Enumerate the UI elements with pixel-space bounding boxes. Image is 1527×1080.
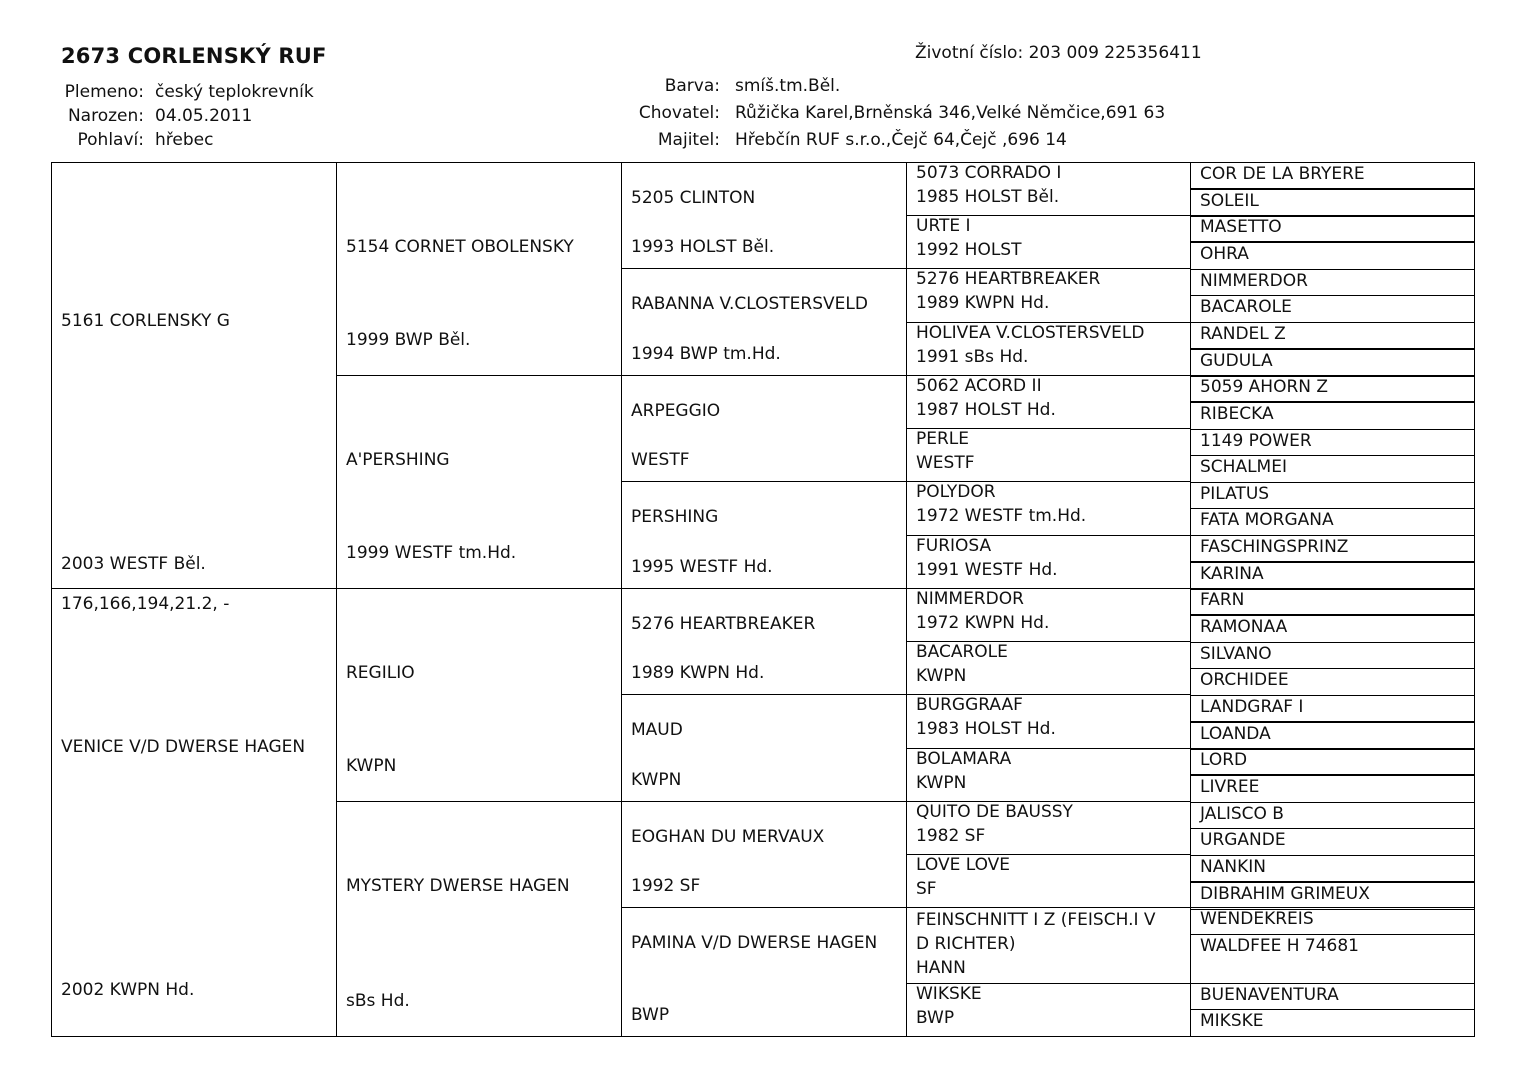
gen5-cell: [1190, 802, 1475, 829]
gen5-cell: [1190, 402, 1475, 430]
gen5-name: LIVREE: [1200, 777, 1260, 797]
gen4-name: NIMMERDOR: [916, 589, 1024, 609]
gen2-details: 1999 WESTF tm.Hd.: [346, 543, 517, 563]
gen5-name: DIBRAHIM GRIMEUX: [1200, 884, 1370, 904]
gen5-name: NANKIN: [1200, 857, 1266, 877]
gen4-cell: [906, 481, 1191, 536]
gen5-name: KARINA: [1200, 564, 1264, 584]
gen5-cell: [1190, 429, 1475, 456]
life-number-label: Životní číslo:: [915, 43, 1024, 63]
gen5-name: FATA MORGANA: [1200, 510, 1334, 530]
horse-info-right: [580, 73, 1165, 154]
gen4-details: HANN: [916, 958, 966, 978]
gen4-name: URTE I: [916, 216, 971, 236]
gen4-name: BACAROLE: [916, 642, 1008, 662]
gen5-cell: [1190, 562, 1475, 590]
gen2-cell: [336, 801, 622, 1037]
info-row-breeder: [580, 100, 1165, 127]
pedigree-table: [51, 162, 1475, 1037]
gen3-cell: [621, 694, 907, 802]
gen4-cell: [906, 162, 1191, 216]
gen4-details: 1991 sBs Hd.: [916, 347, 1029, 367]
gen3-details: KWPN: [631, 770, 682, 790]
gen3-name: 5205 CLINTON: [631, 188, 756, 208]
gen5-name: WALDFEE H 74681: [1200, 936, 1360, 956]
gen5-name: ORCHIDEE: [1200, 670, 1289, 690]
gen2-name: REGILIO: [346, 663, 415, 683]
gen5-cell: [1190, 322, 1475, 349]
info-label: Narozen:: [67, 106, 144, 126]
gen5-name: NIMMERDOR: [1200, 271, 1308, 291]
gen4-name: BURGGRAAF: [916, 695, 1023, 715]
gen5-cell: [1190, 508, 1475, 536]
gen4-details: SF: [916, 879, 937, 899]
gen4-cell: [906, 801, 1191, 855]
gen5-cell: [1190, 695, 1475, 722]
gen5-name: LANDGRAF I: [1200, 697, 1304, 717]
gen5-name: RANDEL Z: [1200, 324, 1286, 344]
gen5-name: MASETTO: [1200, 217, 1282, 237]
gen5-name: URGANDE: [1200, 830, 1286, 850]
gen4-details: BWP: [916, 1008, 955, 1028]
gen2-name: A'PERSHING: [346, 450, 450, 470]
gen2-cell: [336, 375, 622, 589]
gen5-cell: [1190, 162, 1475, 189]
gen4-name: 5276 HEARTBREAKER: [916, 269, 1101, 289]
gen4-cell: [906, 375, 1191, 429]
horse-info-left: [60, 80, 314, 152]
gen5-cell: [1190, 907, 1475, 935]
gen5-name: SOLEIL: [1200, 191, 1259, 211]
gen3-cell: [621, 375, 907, 482]
gen3-details: 1989 KWPN Hd.: [631, 663, 765, 683]
gen4-details: 1992 HOLST: [916, 240, 1022, 260]
gen3-cell: [621, 907, 907, 1037]
info-row-sex: [60, 128, 314, 152]
info-label: Chovatel:: [638, 103, 720, 123]
dam-name: VENICE V/D DWERSE HAGEN: [61, 737, 306, 757]
gen5-name: JALISCO B: [1200, 804, 1284, 824]
info-value: český teplokrevník: [155, 82, 314, 102]
gen3-cell: [621, 801, 907, 908]
gen2-details: KWPN: [346, 756, 397, 776]
gen5-cell: [1190, 882, 1475, 910]
gen5-name: BACAROLE: [1200, 297, 1292, 317]
gen4-cell: [906, 854, 1191, 908]
info-value: Růžička Karel,Brněnská 346,Velké Němčice,691 63: [735, 103, 1166, 123]
gen4-details: 1989 KWPN Hd.: [916, 293, 1050, 313]
gen5-cell: [1190, 983, 1475, 1010]
gen5-name: MIKSKE: [1200, 1011, 1264, 1031]
gen4-details: 1991 WESTF Hd.: [916, 560, 1058, 580]
gen5-cell: [1190, 775, 1475, 803]
gen5-name: PILATUS: [1200, 484, 1270, 504]
gen5-name: 5059 AHORN Z: [1200, 377, 1329, 397]
sire-cell: [51, 162, 337, 589]
gen3-details: BWP: [631, 1005, 670, 1025]
gen3-cell: [621, 162, 907, 269]
gen5-cell: [1190, 242, 1475, 270]
gen5-name: FARN: [1200, 590, 1245, 610]
gen5-name: OHRA: [1200, 244, 1249, 264]
info-row-color: [580, 73, 1165, 100]
info-value: Hřebčín RUF s.r.o.,Čejč 64,Čejč ,696 14: [735, 130, 1067, 150]
info-value: smíš.tm.Běl.: [735, 76, 841, 96]
gen2-cell: [336, 162, 622, 376]
gen3-name: RABANNA V.CLOSTERSVELD: [631, 294, 868, 314]
gen4-cell: [906, 428, 1191, 482]
gen5-cell: [1190, 748, 1475, 775]
gen5-cell: [1190, 1009, 1475, 1037]
gen5-cell: [1190, 535, 1475, 562]
gen5-cell: [1190, 349, 1475, 377]
sire-name: 5161 CORLENSKY G: [61, 311, 230, 331]
gen5-cell: [1190, 615, 1475, 643]
gen3-name: ARPEGGIO: [631, 401, 721, 421]
gen5-cell: [1190, 269, 1475, 296]
gen5-name: RAMONAA: [1200, 617, 1288, 637]
gen5-cell: [1190, 855, 1475, 882]
gen3-details: WESTF: [631, 450, 690, 470]
gen4-details: 1972 KWPN Hd.: [916, 613, 1050, 633]
sire-details: 2003 WESTF Běl.: [61, 554, 206, 574]
gen5-cell: [1190, 722, 1475, 750]
gen2-name: MYSTERY DWERSE HAGEN: [346, 876, 570, 896]
gen5-name: LOANDA: [1200, 724, 1271, 744]
gen5-cell: [1190, 642, 1475, 669]
gen4-name: PERLE: [916, 429, 970, 449]
gen2-cell: [336, 588, 622, 802]
gen4-name: BOLAMARA: [916, 749, 1012, 769]
gen5-name: SILVANO: [1200, 644, 1272, 664]
info-row-born: [60, 104, 314, 128]
gen3-name: PAMINA V/D DWERSE HAGEN: [631, 933, 878, 953]
gen4-name: 5073 CORRADO I: [916, 163, 1062, 183]
gen4-cell: [906, 268, 1191, 323]
gen5-name: GUDULA: [1200, 351, 1273, 371]
gen4-name: POLYDOR: [916, 482, 996, 502]
gen5-name: 1149 POWER: [1200, 431, 1312, 451]
gen4-cell: [906, 694, 1191, 749]
gen4-details: 1987 HOLST Hd.: [916, 400, 1056, 420]
gen5-cell: [1190, 668, 1475, 696]
info-label: Barva:: [664, 76, 720, 96]
gen4-cell: [906, 641, 1191, 695]
gen5-cell: [1190, 588, 1475, 615]
info-row-breed: [60, 80, 314, 104]
gen4-details: WESTF: [916, 453, 975, 473]
gen4-cell: [906, 748, 1191, 802]
gen2-details: sBs Hd.: [346, 991, 410, 1011]
gen2-details: 1999 BWP Běl.: [346, 330, 471, 350]
gen4-name: WIKSKE: [916, 984, 982, 1004]
gen4-details: KWPN: [916, 773, 967, 793]
info-value: hřebec: [155, 130, 214, 150]
gen4-name: 5062 ACORD II: [916, 376, 1042, 396]
gen3-details: 1993 HOLST Běl.: [631, 237, 775, 257]
gen4-details: 1983 HOLST Hd.: [916, 719, 1056, 739]
gen3-details: 1995 WESTF Hd.: [631, 557, 773, 577]
gen4-details: 1982 SF: [916, 826, 986, 846]
gen2-name: 5154 CORNET OBOLENSKY: [346, 237, 574, 257]
gen4-name: FEINSCHNITT I Z (FEISCH.I V D RICHTER): [916, 910, 1156, 954]
dam-cell: [51, 588, 337, 1037]
gen5-cell: [1190, 455, 1475, 483]
gen5-cell: [1190, 295, 1475, 323]
gen4-cell: [906, 983, 1191, 1037]
life-number: [915, 43, 1202, 63]
gen5-cell: [1190, 828, 1475, 856]
dam-measurements: 176,166,194,21.2, -: [61, 594, 230, 614]
gen4-cell: [906, 907, 1191, 984]
gen3-name: 5276 HEARTBREAKER: [631, 614, 816, 634]
info-label: Majitel:: [657, 130, 720, 150]
gen3-cell: [621, 481, 907, 589]
gen5-cell: [1190, 215, 1475, 242]
gen5-cell: [1190, 375, 1475, 402]
gen5-cell: [1190, 189, 1475, 217]
gen5-name: RIBECKA: [1200, 404, 1274, 424]
gen3-details: 1994 BWP tm.Hd.: [631, 344, 781, 364]
info-label: Pohlaví:: [77, 130, 144, 150]
gen5-name: FASCHINGSPRINZ: [1200, 537, 1349, 557]
gen3-cell: [621, 588, 907, 695]
gen5-cell: [1190, 482, 1475, 509]
gen3-cell: [621, 268, 907, 376]
info-value: 04.05.2011: [155, 106, 253, 126]
gen4-cell: [906, 215, 1191, 269]
page-title: 2673 CORLENSKÝ RUF: [61, 44, 327, 68]
gen4-name: FURIOSA: [916, 536, 992, 556]
gen3-name: PERSHING: [631, 507, 719, 527]
gen4-cell: [906, 322, 1191, 376]
gen4-cell: [906, 588, 1191, 642]
gen4-details: KWPN: [916, 666, 967, 686]
info-row-owner: [580, 127, 1165, 154]
gen4-cell: [906, 535, 1191, 589]
gen4-details: 1972 WESTF tm.Hd.: [916, 506, 1087, 526]
gen4-name: LOVE LOVE: [916, 855, 1011, 875]
gen4-name: QUITO DE BAUSSY: [916, 802, 1073, 822]
gen4-name: HOLIVEA V.CLOSTERSVELD: [916, 323, 1145, 343]
gen3-name: MAUD: [631, 720, 683, 740]
gen5-name: WENDEKREIS: [1200, 909, 1314, 929]
dam-details: 2002 KWPN Hd.: [61, 980, 195, 1000]
gen4-details: 1985 HOLST Běl.: [916, 187, 1060, 207]
gen5-name: BUENAVENTURA: [1200, 985, 1339, 1005]
gen5-cell: [1190, 934, 1475, 984]
gen5-name: LORD: [1200, 750, 1248, 770]
gen3-name: EOGHAN DU MERVAUX: [631, 827, 825, 847]
gen5-name: COR DE LA BRYERE: [1200, 164, 1365, 184]
gen3-details: 1992 SF: [631, 876, 701, 896]
info-label: Plemeno:: [64, 82, 144, 102]
gen5-name: SCHALMEI: [1200, 457, 1287, 477]
life-number-value: 203 009 225356411: [1028, 43, 1202, 63]
